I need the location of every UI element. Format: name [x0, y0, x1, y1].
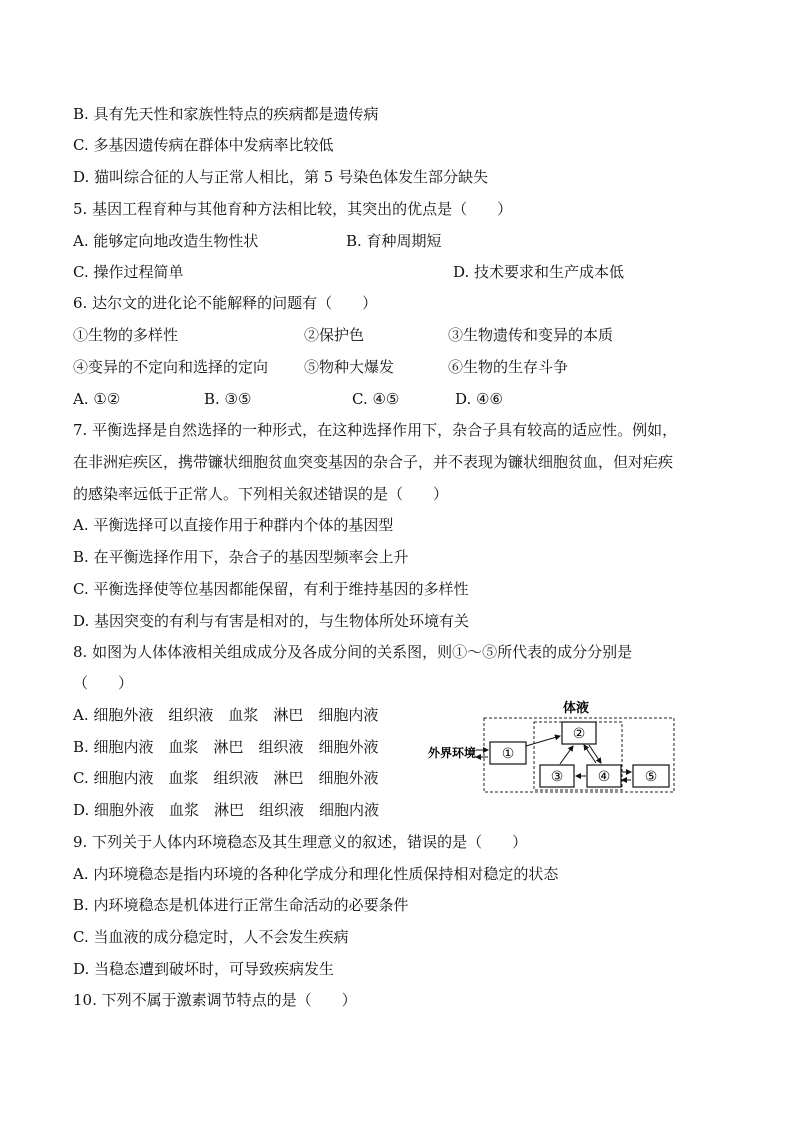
component-label-4: ④: [597, 769, 611, 785]
q6-item-5: ⑤物种大爆发: [304, 358, 395, 376]
q6-options-row: [73, 389, 733, 409]
q5-option-d: D. 技术要求和生产成本低: [453, 263, 625, 281]
q4-option-b: B. 具有先天性和家族性特点的疾病都是遗传病: [73, 105, 379, 123]
diagram-title: 体液: [562, 701, 590, 716]
q6-item-3: ③生物遗传和变异的本质: [448, 326, 614, 344]
q5-stem: 5. 基因工程育种与其他育种方法相比较，其突出的优点是（ ）: [73, 200, 513, 218]
component-label-3: ③: [550, 769, 564, 785]
arrow-3-to-2: [560, 746, 573, 764]
q9-stem: 9. 下列关于人体内环境稳态及其生理意义的叙述，错误的是（ ）: [73, 833, 528, 851]
q8-option-c: C. 细胞内液 血浆 组织液 淋巴 细胞外液: [73, 769, 379, 787]
component-label-1: ①: [501, 746, 515, 762]
q7-option-d: D. 基因突变的有利与有害是相对的，与生物体所处环境有关: [73, 612, 470, 630]
q6-items-row-1: [73, 325, 733, 345]
q8-option-b: B. 细胞内液 血浆 淋巴 组织液 细胞外液: [73, 738, 379, 756]
q9-option-d: D. 当稳态遭到破坏时，可导致疾病发生: [73, 960, 335, 978]
q6-item-4: ④变异的不定向和选择的定向: [73, 358, 269, 376]
arrow-2-to-4: [589, 745, 601, 763]
q5-option-a: A. 能够定向地改造生物性状: [73, 232, 259, 250]
q6-option-a: A. ①②: [73, 390, 121, 408]
arrow-4-to-2: [584, 745, 596, 763]
q6-item-1: ①生物的多样性: [73, 326, 179, 344]
q6-items-row-2: [73, 357, 733, 377]
component-label-2: ②: [572, 726, 586, 742]
q10-stem: 10. 下列不属于激素调节特点的是（ ）: [73, 991, 357, 1009]
q5-option-c: C. 操作过程简单: [73, 263, 184, 281]
q6-option-d: D. ④⑥: [455, 390, 503, 408]
q6-stem: 6. 达尔文的进化论不能解释的问题有（ ）: [73, 294, 378, 312]
q5-options-row-1: [73, 231, 673, 251]
arrow-1-to-2: [526, 736, 560, 746]
q7-stem-line-2: 在非洲疟疾区，携带镰状细胞贫血突变基因的杂合子，并不表现为镰状细胞贫血，但对疟疾: [73, 453, 674, 471]
q6-option-b: B. ③⑤: [204, 390, 252, 408]
q7-stem-line-1: 7. 平衡选择是自然选择的一种形式，在这种选择作用下，杂合子具有较高的适应性。例如，: [73, 421, 678, 439]
q4-option-d: D. 猫叫综合征的人与正常人相比，第 5 号染色体发生部分缺失: [73, 168, 489, 186]
q9-option-c: C. 当血液的成分稳定时，人不会发生疾病: [73, 928, 349, 946]
outside-environment-label: 外界环境: [428, 746, 477, 760]
component-label-5: ⑤: [644, 769, 658, 785]
q9-option-b: B. 内环境稳态是机体进行正常生命活动的必要条件: [73, 896, 409, 914]
q7-option-b: B. 在平衡选择作用下，杂合子的基因型频率会上升: [73, 548, 409, 566]
q8-option-a: A. 细胞外液 组织液 血浆 淋巴 细胞内液: [73, 706, 379, 724]
q7-stem-line-3: 的感染率远低于正常人。下列相关叙述错误的是（ ）: [73, 485, 449, 503]
q7-option-a: A. 平衡选择可以直接作用于种群内个体的基因型: [73, 516, 394, 534]
q6-option-c: C. ④⑤: [352, 390, 400, 408]
q5-options-row-2: [73, 262, 673, 282]
q6-item-2: ②保护色: [304, 326, 365, 344]
q8-stem-line-1: 8. 如图为人体体液相关组成成分及各成分间的关系图，则①～⑤所代表的成分分别是: [73, 643, 633, 661]
q8-option-d: D. 细胞外液 血浆 淋巴 组织液 细胞内液: [73, 801, 380, 819]
q8-stem-line-2: （ ）: [73, 674, 134, 692]
q9-option-a: A. 内环境稳态是指内环境的各种化学成分和理化性质保持相对稳定的状态: [73, 865, 559, 883]
body-fluid-diagram: [424, 696, 684, 798]
q7-option-c: C. 平衡选择使等位基因都能保留，有利于维持基因的多样性: [73, 580, 469, 598]
q6-item-6: ⑥生物的生存斗争: [448, 358, 569, 376]
q4-option-c: C. 多基因遗传病在群体中发病率比较低: [73, 136, 334, 154]
q5-option-b: B. 育种周期短: [346, 232, 442, 250]
